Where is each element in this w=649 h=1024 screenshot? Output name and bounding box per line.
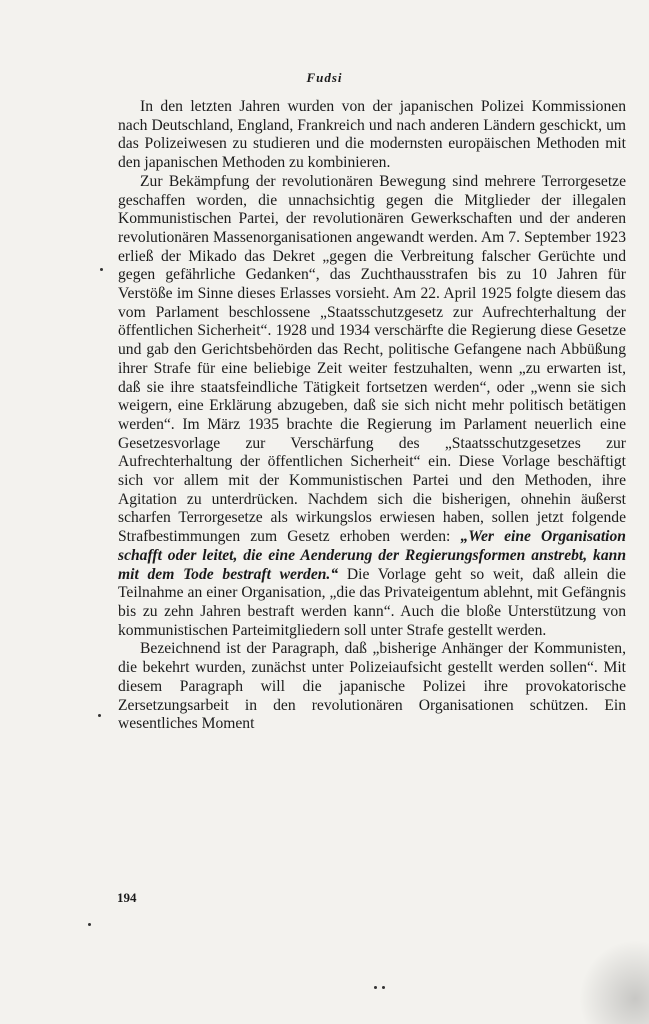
running-title: Fudsi bbox=[306, 70, 343, 85]
paragraph-2-continuation: Die Vorlage geht so weit, daß allein die Teilnahme an einer Organisation, „die das Privateigentum ablehnt, mit Gefängnis bis zu zehn Jahren bestraft werden kann“. Auch die bloße Unterstützung von kommunistischen Parteimitgliedern soll unter Strafe gestellt werden. bbox=[118, 565, 626, 639]
quoted-law-provision: „Wer eine Organisation schafft oder leitet, die eine Aenderung der Regierungsformen anstrebt, kann mit dem Tode bestraft werden.“ bbox=[118, 528, 626, 583]
paragraph-1: In den letzten Jahren wurden von der japanischen Polizei Kommissionen nach Deutschland, England, Frankreich und nach anderen Ländern geschickt, um das Polizeiwesen zu studieren und die modernsten europäischen Methoden mit den japanischen Methoden zu kombinieren. bbox=[118, 98, 626, 172]
page-number: 194 bbox=[117, 890, 137, 905]
paragraph-3: Bezeichnend ist der Paragraph, daß „bisherige Anhänger der Kommunisten, die bekehrt wurden, zunächst unter Polizeiaufsicht gestellt werden sollen“. Mit diesem Paragraph will die japanische Polizei ihre provokatorische Zersetzungsarbeit in den revolutionären Organisationen schützen. Ein wesentliches Moment bbox=[118, 640, 626, 733]
body-text bbox=[118, 98, 626, 734]
paper-smudge bbox=[579, 940, 649, 1024]
speck bbox=[88, 923, 91, 926]
speck bbox=[98, 714, 101, 717]
speck bbox=[374, 986, 377, 989]
speck bbox=[100, 268, 103, 271]
paragraph-2 bbox=[118, 173, 626, 641]
paragraph-2-text: Zur Bekämpfung der revolutionären Bewegung sind mehrere Terrorgesetze geschaffen worden, die unnachsichtig gegen die Mitglieder der illegalen Kommunistischen Partei, der revolutionären Gewerkschaften und der anderen revolutionären Massenorganisationen angewandt werden. Am 7. September 1923 erließ der Mikado das Dekret „gegen die Verbreitung falscher Gerüchte und gegen gefährliche Gedanken“, das Zuchthausstrafen bis zu 10 Jahren für Verstöße im Sinne dieses Erlasses vorsieht. Am 22. April 1925 folgte diesem das vom Parlament beschlossene „Staatsschutzgesetz zur Aufrechterhaltung der öffentlichen Sicherheit“. 1928 und 1934 verschärfte die Regierung diese Gesetze und gab den Gerichtsbehörden das Recht, politische Gefangene nach Abbüßung ihrer Strafe für eine beliebige Zeit weiter festzuhalten, wenn „zu erwarten ist, daß sie ihre staatsfeindliche Tätigkeit fortsetzen werden“, oder „wenn sie sich weigern, eine Erklärung abzugeben, daß sie sich nicht mehr politisch betätigen werden“. Im März 1935 brachte die Regierung im Parlament neuerlich eine Gesetzesvorlage zur Verschärfung des „Staatsschutzgesetzes zur Aufrechterhaltung der öffentlichen Sicherheit“ ein. Diese Vorlage beschäftigt sich vor allem mit der Kommunistischen Partei und den Methoden, ihre Agitation zu unterdrücken. Nachdem sich die bisherigen, ohnehin äußerst scharfen Terrorgesetze als wirkungslos erwiesen haben, sollen jetzt folgende Strafbestimmungen zum Gesetz erhoben werden: bbox=[118, 172, 626, 546]
speck bbox=[382, 986, 385, 989]
